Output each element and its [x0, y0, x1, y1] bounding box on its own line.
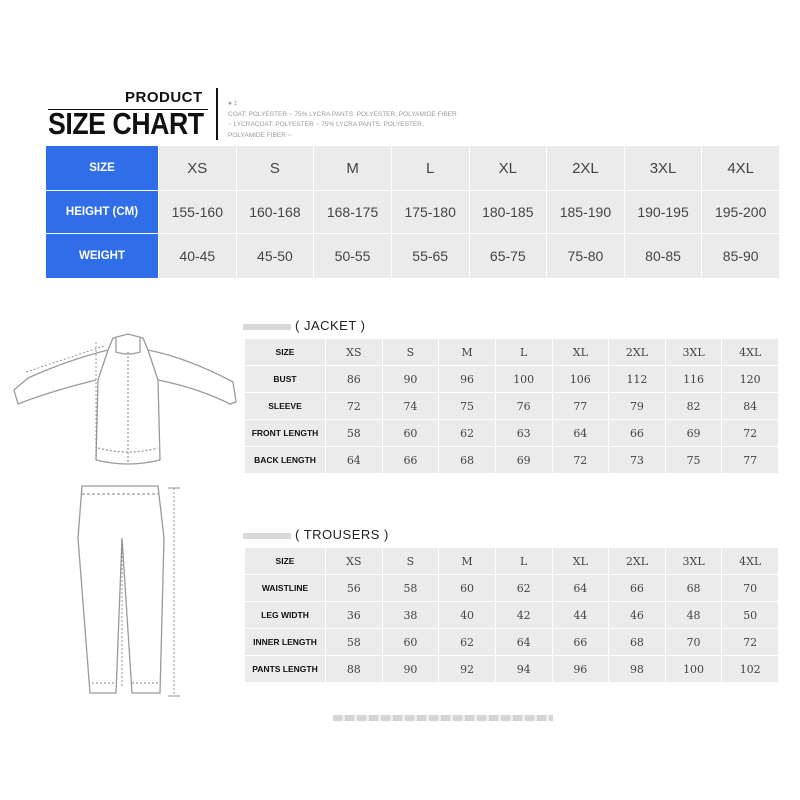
- weight-cell: 80-85: [624, 234, 702, 279]
- material-note-line: ● ‡: [228, 100, 238, 107]
- table-cell: 82: [665, 393, 722, 420]
- table-cell: XL: [552, 339, 609, 366]
- table-cell: 66: [609, 420, 666, 447]
- table-row: [245, 366, 779, 393]
- table-cell: 60: [439, 575, 496, 602]
- table-cell: 69: [665, 420, 722, 447]
- size-cell: 2XL: [547, 146, 625, 191]
- table-cell: 73: [609, 447, 666, 474]
- table-cell: 64: [552, 575, 609, 602]
- weight-cell: 75-80: [547, 234, 625, 279]
- table-cell: 96: [552, 656, 609, 683]
- table-cell: 2XL: [609, 339, 666, 366]
- table-cell: 77: [552, 393, 609, 420]
- trousers-size-table: [244, 547, 779, 683]
- table-cell: 68: [609, 629, 666, 656]
- height-cell: 190-195: [624, 191, 702, 234]
- row-header: PANTS LENGTH: [245, 656, 326, 683]
- table-cell: 4XL: [722, 548, 779, 575]
- table-cell: 74: [382, 393, 439, 420]
- table-cell: 92: [439, 656, 496, 683]
- table-row: [245, 548, 779, 575]
- table-cell: 76: [495, 393, 552, 420]
- table-cell: 66: [609, 575, 666, 602]
- table-cell: 62: [495, 575, 552, 602]
- material-note-line: COAT: POLYESTER ~ 75% LYCRA PANTS: POLYESTER, POLYAMIDE FIBER: [228, 110, 457, 118]
- weight-cell: 50-55: [314, 234, 392, 279]
- material-notes: [228, 99, 457, 141]
- row-header: WEIGHT: [46, 234, 159, 279]
- table-cell: 3XL: [665, 339, 722, 366]
- table-cell: 36: [326, 602, 383, 629]
- table-cell: 102: [722, 656, 779, 683]
- table-cell: 2XL: [609, 548, 666, 575]
- weight-cell: 45-50: [236, 234, 314, 279]
- size-cell: 3XL: [624, 146, 702, 191]
- size-row: [46, 146, 780, 191]
- table-cell: 62: [439, 629, 496, 656]
- table-row: [245, 602, 779, 629]
- table-cell: XL: [552, 548, 609, 575]
- table-cell: 3XL: [665, 548, 722, 575]
- height-cell: 185-190: [547, 191, 625, 234]
- jacket-size-table: [244, 338, 779, 474]
- product-label: PRODUCT: [125, 89, 203, 106]
- row-header: SIZE: [245, 548, 326, 575]
- height-cell: 175-180: [391, 191, 469, 234]
- row-header: BUST: [245, 366, 326, 393]
- weight-row: [46, 234, 780, 279]
- table-cell: 4XL: [722, 339, 779, 366]
- table-cell: 72: [722, 420, 779, 447]
- height-cell: 168-175: [314, 191, 392, 234]
- size-cell: S: [236, 146, 314, 191]
- row-header: LEG WIDTH: [245, 602, 326, 629]
- row-header: SIZE: [46, 146, 159, 191]
- table-cell: 66: [382, 447, 439, 474]
- table-cell: 58: [382, 575, 439, 602]
- table-cell: 56: [326, 575, 383, 602]
- table-cell: 40: [439, 602, 496, 629]
- table-cell: 72: [552, 447, 609, 474]
- table-cell: 98: [609, 656, 666, 683]
- table-cell: 60: [382, 420, 439, 447]
- height-cell: 180-185: [469, 191, 547, 234]
- table-cell: 86: [326, 366, 383, 393]
- material-note-line: POLYAMIDE FIBER ~: [228, 131, 292, 139]
- table-cell: 62: [439, 420, 496, 447]
- table-cell: 64: [326, 447, 383, 474]
- jacket-illustration: [8, 330, 243, 470]
- table-cell: 72: [326, 393, 383, 420]
- table-cell: S: [382, 339, 439, 366]
- table-cell: 58: [326, 420, 383, 447]
- table-cell: 63: [495, 420, 552, 447]
- size-cell: XS: [159, 146, 237, 191]
- table-cell: 70: [722, 575, 779, 602]
- table-cell: 38: [382, 602, 439, 629]
- table-cell: 60: [382, 629, 439, 656]
- table-cell: 106: [552, 366, 609, 393]
- table-cell: 48: [665, 602, 722, 629]
- decorative-strip: [333, 715, 553, 721]
- table-row: [245, 656, 779, 683]
- table-row: [245, 339, 779, 366]
- size-cell: XL: [469, 146, 547, 191]
- table-cell: M: [439, 548, 496, 575]
- table-cell: 46: [609, 602, 666, 629]
- table-cell: 70: [665, 629, 722, 656]
- header-divider: [216, 88, 218, 140]
- table-row: [245, 447, 779, 474]
- material-note-line: ~ LYCRACOAT: POLYESTER ~ 75% LYCRA PANTS: POLYESTER,: [228, 121, 424, 128]
- height-cell: 195-200: [702, 191, 780, 234]
- table-cell: 64: [552, 420, 609, 447]
- height-cell: 160-168: [236, 191, 314, 234]
- row-header: HEIGHT (CM): [46, 191, 159, 234]
- size-cell: 4XL: [702, 146, 780, 191]
- table-cell: 42: [495, 602, 552, 629]
- table-cell: 100: [495, 366, 552, 393]
- weight-cell: 65-75: [469, 234, 547, 279]
- table-cell: 68: [665, 575, 722, 602]
- size-cell: L: [391, 146, 469, 191]
- table-row: [245, 629, 779, 656]
- trousers-illustration: [70, 478, 200, 703]
- row-header: BACK LENGTH: [245, 447, 326, 474]
- table-cell: 50: [722, 602, 779, 629]
- table-cell: 116: [665, 366, 722, 393]
- height-row: [46, 191, 780, 234]
- table-cell: 100: [665, 656, 722, 683]
- table-cell: 69: [495, 447, 552, 474]
- table-cell: 90: [382, 366, 439, 393]
- table-cell: XS: [326, 548, 383, 575]
- table-cell: L: [495, 548, 552, 575]
- table-cell: 84: [722, 393, 779, 420]
- section-title-bar: [243, 324, 291, 330]
- table-cell: 77: [722, 447, 779, 474]
- table-cell: 96: [439, 366, 496, 393]
- table-cell: 79: [609, 393, 666, 420]
- table-cell: 88: [326, 656, 383, 683]
- table-cell: 66: [552, 629, 609, 656]
- weight-cell: 40-45: [159, 234, 237, 279]
- trousers-section-title: ( TROUSERS ): [295, 527, 389, 542]
- row-header: WAISTLINE: [245, 575, 326, 602]
- table-cell: S: [382, 548, 439, 575]
- table-cell: 68: [439, 447, 496, 474]
- table-cell: 94: [495, 656, 552, 683]
- table-cell: 44: [552, 602, 609, 629]
- table-cell: 75: [439, 393, 496, 420]
- table-row: [245, 420, 779, 447]
- size-cell: M: [314, 146, 392, 191]
- table-cell: 72: [722, 629, 779, 656]
- table-cell: L: [495, 339, 552, 366]
- table-cell: M: [439, 339, 496, 366]
- table-cell: 75: [665, 447, 722, 474]
- table-row: [245, 393, 779, 420]
- table-cell: 64: [495, 629, 552, 656]
- table-cell: 120: [722, 366, 779, 393]
- table-cell: 90: [382, 656, 439, 683]
- row-header: SIZE: [245, 339, 326, 366]
- row-header: FRONT LENGTH: [245, 420, 326, 447]
- section-title-bar: [243, 533, 291, 539]
- page-title: SIZE CHART: [48, 106, 204, 141]
- row-header: INNER LENGTH: [245, 629, 326, 656]
- size-chart-table: [45, 145, 780, 279]
- table-row: [245, 575, 779, 602]
- row-header: SLEEVE: [245, 393, 326, 420]
- jacket-section-title: ( JACKET ): [295, 318, 366, 333]
- height-cell: 155-160: [159, 191, 237, 234]
- table-cell: 112: [609, 366, 666, 393]
- weight-cell: 85-90: [702, 234, 780, 279]
- weight-cell: 55-65: [391, 234, 469, 279]
- table-cell: 58: [326, 629, 383, 656]
- table-cell: XS: [326, 339, 383, 366]
